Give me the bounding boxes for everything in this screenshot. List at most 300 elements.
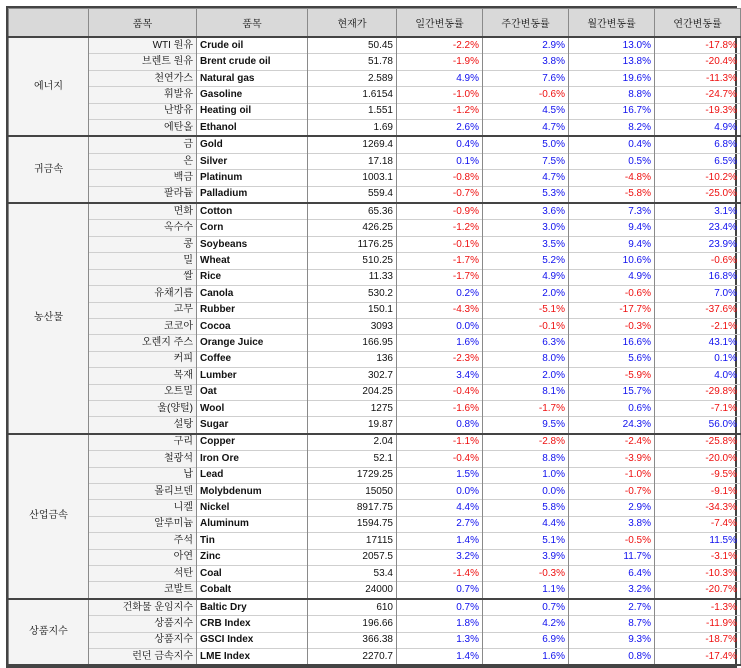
- yearly-change-cell: -9.1%: [655, 483, 741, 499]
- weekly-change-cell: -2.8%: [483, 434, 569, 451]
- monthly-change-cell: 16.7%: [569, 103, 655, 119]
- current-price-cell: 50.45: [308, 37, 397, 54]
- current-price-cell: 204.25: [308, 384, 397, 400]
- yearly-change-cell: -37.6%: [655, 302, 741, 318]
- table-row: [9, 500, 741, 516]
- table-row: [9, 483, 741, 499]
- monthly-change-cell: 0.6%: [569, 400, 655, 416]
- item-en-cell: Nickel: [197, 500, 308, 516]
- current-price-cell: 17115: [308, 533, 397, 549]
- table-row: [9, 384, 741, 400]
- daily-change-cell: 0.2%: [397, 286, 483, 302]
- current-price-cell: 166.95: [308, 335, 397, 351]
- item-kr-cell: 아연: [89, 549, 197, 565]
- item-en-cell: Ethanol: [197, 120, 308, 137]
- item-en-cell: Baltic Dry: [197, 599, 308, 616]
- item-kr-cell: 오트밀: [89, 384, 197, 400]
- table-row: [9, 400, 741, 416]
- table-row: [9, 632, 741, 648]
- daily-change-cell: -0.4%: [397, 384, 483, 400]
- item-kr-cell: 유채기름: [89, 286, 197, 302]
- current-price-cell: 1.69: [308, 120, 397, 137]
- table-row: [9, 533, 741, 549]
- item-kr-cell: 콩: [89, 236, 197, 252]
- yearly-change-cell: 7.0%: [655, 286, 741, 302]
- monthly-change-cell: 8.2%: [569, 120, 655, 137]
- current-price-cell: 1269.4: [308, 136, 397, 153]
- current-price-cell: 1594.75: [308, 516, 397, 532]
- category-cell: 귀금속: [9, 136, 89, 203]
- yearly-change-cell: -17.4%: [655, 649, 741, 666]
- item-en-cell: Canola: [197, 286, 308, 302]
- weekly-change-cell: 5.8%: [483, 500, 569, 516]
- item-kr-cell: 면화: [89, 203, 197, 220]
- daily-change-cell: 1.8%: [397, 616, 483, 632]
- monthly-change-cell: 0.4%: [569, 136, 655, 153]
- item-en-cell: Gold: [197, 136, 308, 153]
- monthly-change-cell: 3.2%: [569, 582, 655, 599]
- table-row: [9, 582, 741, 599]
- item-kr-cell: 울(양털): [89, 400, 197, 416]
- weekly-change-cell: 5.0%: [483, 136, 569, 153]
- weekly-change-cell: 4.2%: [483, 616, 569, 632]
- weekly-change-cell: 3.9%: [483, 549, 569, 565]
- daily-change-cell: 3.4%: [397, 368, 483, 384]
- yearly-change-cell: -20.4%: [655, 54, 741, 70]
- item-kr-cell: 백금: [89, 170, 197, 186]
- item-kr-cell: 금: [89, 136, 197, 153]
- item-kr-cell: 커피: [89, 351, 197, 367]
- current-price-cell: 24000: [308, 582, 397, 599]
- current-price-cell: 426.25: [308, 220, 397, 236]
- daily-change-cell: -4.3%: [397, 302, 483, 318]
- daily-change-cell: -1.7%: [397, 253, 483, 269]
- daily-change-cell: -1.4%: [397, 566, 483, 582]
- monthly-change-cell: -3.9%: [569, 451, 655, 467]
- yearly-change-cell: -24.7%: [655, 87, 741, 103]
- monthly-change-cell: 7.3%: [569, 203, 655, 220]
- daily-change-cell: -2.2%: [397, 37, 483, 54]
- header-row: [9, 9, 741, 38]
- yearly-change-cell: 6.8%: [655, 136, 741, 153]
- monthly-change-cell: 4.9%: [569, 269, 655, 285]
- yearly-change-cell: -7.4%: [655, 516, 741, 532]
- daily-change-cell: 2.6%: [397, 120, 483, 137]
- table-row: [9, 467, 741, 483]
- weekly-change-cell: 2.9%: [483, 37, 569, 54]
- daily-change-cell: -0.1%: [397, 236, 483, 252]
- item-en-cell: Lumber: [197, 368, 308, 384]
- daily-change-cell: 0.4%: [397, 136, 483, 153]
- weekly-change-cell: 6.3%: [483, 335, 569, 351]
- category-cell: 에너지: [9, 37, 89, 136]
- weekly-change-cell: 5.3%: [483, 186, 569, 203]
- table-row: [9, 417, 741, 434]
- item-en-cell: Cocoa: [197, 318, 308, 334]
- current-price-cell: 1729.25: [308, 467, 397, 483]
- yearly-change-cell: -11.9%: [655, 616, 741, 632]
- weekly-change-cell: -0.3%: [483, 566, 569, 582]
- item-kr-cell: 건화물 운임지수: [89, 599, 197, 616]
- daily-change-cell: -0.4%: [397, 451, 483, 467]
- current-price-cell: 11.33: [308, 269, 397, 285]
- item-en-cell: GSCI Index: [197, 632, 308, 648]
- weekly-change-cell: 1.1%: [483, 582, 569, 599]
- item-en-cell: Lead: [197, 467, 308, 483]
- table-row: [9, 186, 741, 203]
- item-kr-cell: 은: [89, 153, 197, 169]
- monthly-change-cell: 6.4%: [569, 566, 655, 582]
- current-price-cell: 510.25: [308, 253, 397, 269]
- weekly-change-cell: 4.5%: [483, 103, 569, 119]
- monthly-change-cell: 2.7%: [569, 599, 655, 616]
- item-en-cell: Gasoline: [197, 87, 308, 103]
- current-price-cell: 65.36: [308, 203, 397, 220]
- monthly-change-cell: -2.4%: [569, 434, 655, 451]
- table-row: [9, 153, 741, 169]
- weekly-change-cell: 0.7%: [483, 599, 569, 616]
- daily-change-cell: -1.2%: [397, 220, 483, 236]
- item-en-cell: LME Index: [197, 649, 308, 666]
- item-en-cell: Crude oil: [197, 37, 308, 54]
- monthly-change-cell: 15.7%: [569, 384, 655, 400]
- yearly-change-cell: 16.8%: [655, 269, 741, 285]
- current-price-cell: 3093: [308, 318, 397, 334]
- item-en-cell: Aluminum: [197, 516, 308, 532]
- monthly-change-cell: -0.7%: [569, 483, 655, 499]
- item-en-cell: Iron Ore: [197, 451, 308, 467]
- weekly-change-cell: 3.8%: [483, 54, 569, 70]
- weekly-change-cell: 4.9%: [483, 269, 569, 285]
- item-en-cell: Sugar: [197, 417, 308, 434]
- current-price-cell: 1176.25: [308, 236, 397, 252]
- weekly-change-cell: 5.1%: [483, 533, 569, 549]
- current-price-cell: 2057.5: [308, 549, 397, 565]
- monthly-change-cell: -4.8%: [569, 170, 655, 186]
- header-item-kr: 품목: [89, 9, 197, 38]
- yearly-change-cell: -18.7%: [655, 632, 741, 648]
- current-price-cell: 559.4: [308, 186, 397, 203]
- weekly-change-cell: 2.0%: [483, 286, 569, 302]
- item-kr-cell: 상품지수: [89, 616, 197, 632]
- category-cell: 산업금속: [9, 434, 89, 599]
- table-row: [9, 649, 741, 666]
- weekly-change-cell: -1.7%: [483, 400, 569, 416]
- daily-change-cell: -1.9%: [397, 54, 483, 70]
- item-kr-cell: 고무: [89, 302, 197, 318]
- yearly-change-cell: 0.1%: [655, 351, 741, 367]
- weekly-change-cell: 3.5%: [483, 236, 569, 252]
- monthly-change-cell: -5.9%: [569, 368, 655, 384]
- item-en-cell: Coffee: [197, 351, 308, 367]
- table-row: [9, 549, 741, 565]
- item-kr-cell: 코코아: [89, 318, 197, 334]
- item-kr-cell: 설탕: [89, 417, 197, 434]
- category-cell: 상품지수: [9, 599, 89, 666]
- yearly-change-cell: -7.1%: [655, 400, 741, 416]
- item-kr-cell: 상품지수: [89, 632, 197, 648]
- table-row: [9, 335, 741, 351]
- item-kr-cell: 런던 금속지수: [89, 649, 197, 666]
- daily-change-cell: -1.2%: [397, 103, 483, 119]
- daily-change-cell: 3.2%: [397, 549, 483, 565]
- current-price-cell: 1.551: [308, 103, 397, 119]
- monthly-change-cell: 8.7%: [569, 616, 655, 632]
- yearly-change-cell: 4.0%: [655, 368, 741, 384]
- yearly-change-cell: -25.8%: [655, 434, 741, 451]
- table-body: [9, 37, 741, 665]
- daily-change-cell: 1.4%: [397, 533, 483, 549]
- weekly-change-cell: 4.7%: [483, 170, 569, 186]
- item-en-cell: Corn: [197, 220, 308, 236]
- yearly-change-cell: -19.3%: [655, 103, 741, 119]
- daily-change-cell: 1.4%: [397, 649, 483, 666]
- table-row: [9, 120, 741, 137]
- daily-change-cell: -0.8%: [397, 170, 483, 186]
- daily-change-cell: -1.1%: [397, 434, 483, 451]
- yearly-change-cell: -9.5%: [655, 467, 741, 483]
- item-kr-cell: 오렌지 주스: [89, 335, 197, 351]
- weekly-change-cell: 9.5%: [483, 417, 569, 434]
- current-price-cell: 51.78: [308, 54, 397, 70]
- item-en-cell: Coal: [197, 566, 308, 582]
- table-row: [9, 434, 741, 451]
- header-monthly: 월간변동률: [569, 9, 655, 38]
- item-kr-cell: 니켈: [89, 500, 197, 516]
- weekly-change-cell: 6.9%: [483, 632, 569, 648]
- item-kr-cell: 철광석: [89, 451, 197, 467]
- table-row: [9, 37, 741, 54]
- daily-change-cell: 0.7%: [397, 599, 483, 616]
- daily-change-cell: 0.0%: [397, 318, 483, 334]
- daily-change-cell: -0.7%: [397, 186, 483, 203]
- monthly-change-cell: 3.8%: [569, 516, 655, 532]
- yearly-change-cell: -2.1%: [655, 318, 741, 334]
- header-daily: 일간변동률: [397, 9, 483, 38]
- monthly-change-cell: 5.6%: [569, 351, 655, 367]
- yearly-change-cell: 3.1%: [655, 203, 741, 220]
- yearly-change-cell: 4.9%: [655, 120, 741, 137]
- daily-change-cell: 1.6%: [397, 335, 483, 351]
- item-en-cell: Soybeans: [197, 236, 308, 252]
- table-row: [9, 136, 741, 153]
- daily-change-cell: 4.9%: [397, 70, 483, 86]
- header-current: 현재가: [308, 9, 397, 38]
- current-price-cell: 530.2: [308, 286, 397, 302]
- current-price-cell: 196.66: [308, 616, 397, 632]
- item-kr-cell: 알루미늄: [89, 516, 197, 532]
- yearly-change-cell: -17.8%: [655, 37, 741, 54]
- monthly-change-cell: -17.7%: [569, 302, 655, 318]
- daily-change-cell: 2.7%: [397, 516, 483, 532]
- item-en-cell: Oat: [197, 384, 308, 400]
- daily-change-cell: 0.1%: [397, 153, 483, 169]
- item-en-cell: Cotton: [197, 203, 308, 220]
- table-row: [9, 516, 741, 532]
- monthly-change-cell: 24.3%: [569, 417, 655, 434]
- item-en-cell: Cobalt: [197, 582, 308, 599]
- current-price-cell: 15050: [308, 483, 397, 499]
- item-en-cell: Wheat: [197, 253, 308, 269]
- monthly-change-cell: 13.0%: [569, 37, 655, 54]
- table-row: [9, 599, 741, 616]
- weekly-change-cell: 1.0%: [483, 467, 569, 483]
- item-en-cell: Molybdenum: [197, 483, 308, 499]
- table-row: [9, 203, 741, 220]
- header-category: [9, 9, 89, 38]
- monthly-change-cell: 16.6%: [569, 335, 655, 351]
- item-en-cell: Tin: [197, 533, 308, 549]
- item-en-cell: Silver: [197, 153, 308, 169]
- weekly-change-cell: -0.6%: [483, 87, 569, 103]
- table-row: [9, 70, 741, 86]
- yearly-change-cell: -20.0%: [655, 451, 741, 467]
- table-row: [9, 318, 741, 334]
- monthly-change-cell: 11.7%: [569, 549, 655, 565]
- current-price-cell: 610: [308, 599, 397, 616]
- daily-change-cell: 1.5%: [397, 467, 483, 483]
- table-row: [9, 236, 741, 252]
- table-row: [9, 54, 741, 70]
- table-row: [9, 566, 741, 582]
- weekly-change-cell: 1.6%: [483, 649, 569, 666]
- header-yearly: 연간변동률: [655, 9, 741, 38]
- item-kr-cell: 구리: [89, 434, 197, 451]
- table-row: [9, 616, 741, 632]
- yearly-change-cell: -10.2%: [655, 170, 741, 186]
- item-kr-cell: 천연가스: [89, 70, 197, 86]
- current-price-cell: 53.4: [308, 566, 397, 582]
- item-en-cell: Rubber: [197, 302, 308, 318]
- daily-change-cell: 0.0%: [397, 483, 483, 499]
- monthly-change-cell: 9.4%: [569, 236, 655, 252]
- monthly-change-cell: -0.6%: [569, 286, 655, 302]
- current-price-cell: 366.38: [308, 632, 397, 648]
- item-kr-cell: 난방유: [89, 103, 197, 119]
- yearly-change-cell: 11.5%: [655, 533, 741, 549]
- yearly-change-cell: -20.7%: [655, 582, 741, 599]
- item-kr-cell: 납: [89, 467, 197, 483]
- table-row: [9, 253, 741, 269]
- item-kr-cell: 밀: [89, 253, 197, 269]
- current-price-cell: 136: [308, 351, 397, 367]
- current-price-cell: 2.589: [308, 70, 397, 86]
- monthly-change-cell: 8.8%: [569, 87, 655, 103]
- weekly-change-cell: 7.5%: [483, 153, 569, 169]
- yearly-change-cell: 56.0%: [655, 417, 741, 434]
- monthly-change-cell: -1.0%: [569, 467, 655, 483]
- item-kr-cell: 옥수수: [89, 220, 197, 236]
- yearly-change-cell: -11.3%: [655, 70, 741, 86]
- yearly-change-cell: -1.3%: [655, 599, 741, 616]
- daily-change-cell: -1.6%: [397, 400, 483, 416]
- item-en-cell: Copper: [197, 434, 308, 451]
- monthly-change-cell: 2.9%: [569, 500, 655, 516]
- current-price-cell: 150.1: [308, 302, 397, 318]
- daily-change-cell: -2.3%: [397, 351, 483, 367]
- table-row: [9, 87, 741, 103]
- table-row: [9, 269, 741, 285]
- weekly-change-cell: 8.1%: [483, 384, 569, 400]
- daily-change-cell: -1.0%: [397, 87, 483, 103]
- header-item-en: 품목: [197, 9, 308, 38]
- item-kr-cell: 팔라듐: [89, 186, 197, 203]
- item-en-cell: Zinc: [197, 549, 308, 565]
- daily-change-cell: 1.3%: [397, 632, 483, 648]
- item-en-cell: Palladium: [197, 186, 308, 203]
- monthly-change-cell: 9.3%: [569, 632, 655, 648]
- monthly-change-cell: -0.5%: [569, 533, 655, 549]
- yearly-change-cell: -34.3%: [655, 500, 741, 516]
- current-price-cell: 19.87: [308, 417, 397, 434]
- item-en-cell: Orange Juice: [197, 335, 308, 351]
- weekly-change-cell: 0.0%: [483, 483, 569, 499]
- weekly-change-cell: -5.1%: [483, 302, 569, 318]
- weekly-change-cell: 3.0%: [483, 220, 569, 236]
- item-kr-cell: 코발트: [89, 582, 197, 599]
- current-price-cell: 17.18: [308, 153, 397, 169]
- table-row: [9, 103, 741, 119]
- item-en-cell: CRB Index: [197, 616, 308, 632]
- daily-change-cell: 0.7%: [397, 582, 483, 599]
- daily-change-cell: 4.4%: [397, 500, 483, 516]
- yearly-change-cell: -10.3%: [655, 566, 741, 582]
- item-kr-cell: 주석: [89, 533, 197, 549]
- table-row: [9, 220, 741, 236]
- monthly-change-cell: 0.8%: [569, 649, 655, 666]
- table-row: [9, 170, 741, 186]
- daily-change-cell: -0.9%: [397, 203, 483, 220]
- current-price-cell: 8917.75: [308, 500, 397, 516]
- table-row: [9, 351, 741, 367]
- item-kr-cell: 석탄: [89, 566, 197, 582]
- monthly-change-cell: -0.3%: [569, 318, 655, 334]
- current-price-cell: 1003.1: [308, 170, 397, 186]
- monthly-change-cell: 9.4%: [569, 220, 655, 236]
- weekly-change-cell: -0.1%: [483, 318, 569, 334]
- item-kr-cell: WTI 원유: [89, 37, 197, 54]
- daily-change-cell: -1.7%: [397, 269, 483, 285]
- weekly-change-cell: 2.0%: [483, 368, 569, 384]
- monthly-change-cell: 19.6%: [569, 70, 655, 86]
- current-price-cell: 2.04: [308, 434, 397, 451]
- yearly-change-cell: -3.1%: [655, 549, 741, 565]
- table-row: [9, 302, 741, 318]
- item-kr-cell: 브렌트 원유: [89, 54, 197, 70]
- item-en-cell: Wool: [197, 400, 308, 416]
- yearly-change-cell: 43.1%: [655, 335, 741, 351]
- current-price-cell: 1.6154: [308, 87, 397, 103]
- yearly-change-cell: -25.0%: [655, 186, 741, 203]
- table-row: [9, 286, 741, 302]
- current-price-cell: 302.7: [308, 368, 397, 384]
- item-en-cell: Platinum: [197, 170, 308, 186]
- item-kr-cell: 목재: [89, 368, 197, 384]
- item-kr-cell: 에탄올: [89, 120, 197, 137]
- category-cell: 농산물: [9, 203, 89, 434]
- item-en-cell: Heating oil: [197, 103, 308, 119]
- header-weekly: 주간변동률: [483, 9, 569, 38]
- yearly-change-cell: 23.4%: [655, 220, 741, 236]
- commodity-table: [8, 8, 741, 666]
- weekly-change-cell: 4.4%: [483, 516, 569, 532]
- weekly-change-cell: 3.6%: [483, 203, 569, 220]
- yearly-change-cell: 6.5%: [655, 153, 741, 169]
- yearly-change-cell: -29.8%: [655, 384, 741, 400]
- table-row: [9, 368, 741, 384]
- yearly-change-cell: -0.6%: [655, 253, 741, 269]
- item-en-cell: Brent crude oil: [197, 54, 308, 70]
